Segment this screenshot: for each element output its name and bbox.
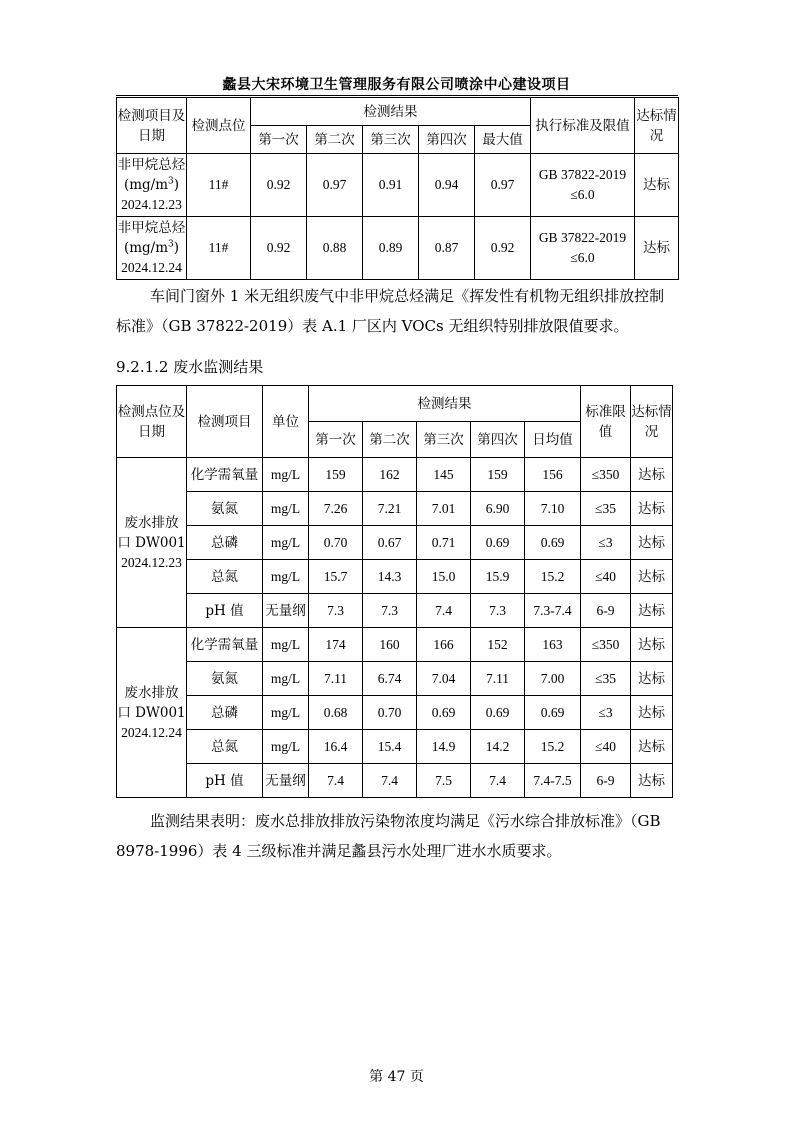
table-row xyxy=(117,492,673,526)
t2-status-cell: 达标 xyxy=(631,730,673,764)
t2-limit-cell: ≤35 xyxy=(581,662,631,696)
t2-header-point: 检测点位及日期 xyxy=(117,386,187,458)
t2-limit-cell: ≤350 xyxy=(581,628,631,662)
t2-item-cell: 总磷 xyxy=(187,696,263,730)
t2-unit-cell: mg/L xyxy=(263,628,309,662)
t2-limit-cell: ≤350 xyxy=(581,458,631,492)
t2-value-cell: 7.04 xyxy=(417,662,471,696)
t1-sub-header: 第四次 xyxy=(419,126,475,154)
table-row xyxy=(117,154,679,217)
t2-value-cell: 7.4 xyxy=(309,764,363,798)
t2-item-cell: 氨氮 xyxy=(187,492,263,526)
t2-sub-header: 第四次 xyxy=(471,422,525,458)
t2-status-cell: 达标 xyxy=(631,628,673,662)
t2-value-cell: 160 xyxy=(363,628,417,662)
t2-value-cell: 0.69 xyxy=(471,696,525,730)
t2-status-cell: 达标 xyxy=(631,458,673,492)
t2-value-cell: 159 xyxy=(471,458,525,492)
t2-sub-header: 日均值 xyxy=(525,422,581,458)
t2-unit-cell: 无量纲 xyxy=(263,764,309,798)
table-row xyxy=(117,696,673,730)
t2-status-cell: 达标 xyxy=(631,492,673,526)
t2-value-cell: 163 xyxy=(525,628,581,662)
t2-unit-cell: mg/L xyxy=(263,526,309,560)
t1-value-cell: 0.92 xyxy=(251,154,307,217)
section-heading: 9.2.1.2 废水监测结果 xyxy=(116,358,264,376)
table-row xyxy=(117,526,673,560)
t2-value-cell: 6.90 xyxy=(471,492,525,526)
t2-value-cell: 7.11 xyxy=(309,662,363,696)
t2-header-limit: 标准限值 xyxy=(581,386,631,458)
table-row xyxy=(117,458,673,492)
t1-item-cell: 非甲烷总烃$(mg/m^3)$ 2024.12.24 xyxy=(117,217,187,280)
wastewater-table xyxy=(116,385,673,798)
table-row xyxy=(117,217,679,280)
t2-value-cell: 7.4 xyxy=(471,764,525,798)
t2-sub-header: 第一次 xyxy=(309,422,363,458)
t2-value-cell: 7.10 xyxy=(525,492,581,526)
table-row xyxy=(117,628,673,662)
t2-unit-cell: 无量纲 xyxy=(263,594,309,628)
exhaust-conclusion-paragraph: 车间门窗外 1 米无组织废气中非甲烷总烃满足《挥发性有机物无组织排放控制标准》（GB 37822-2019）表 A.1 厂区内 VOCs 无组织特别排放限值要求。 xyxy=(116,287,665,335)
t1-standard-cell: GB 37822-2019 ≤6.0 xyxy=(531,154,635,217)
t2-limit-cell: ≤40 xyxy=(581,730,631,764)
t2-limit-cell: ≤3 xyxy=(581,696,631,730)
t2-limit-cell: ≤3 xyxy=(581,526,631,560)
t2-unit-cell: mg/L xyxy=(263,696,309,730)
t2-item-cell: 化学需氧量 xyxy=(187,458,263,492)
t2-value-cell: 7.3 xyxy=(309,594,363,628)
t2-sub-header: 第二次 xyxy=(363,422,417,458)
t2-value-cell: 14.3 xyxy=(363,560,417,594)
t2-limit-cell: 6-9 xyxy=(581,594,631,628)
t1-status-cell: 达标 xyxy=(635,154,679,217)
header-rule xyxy=(116,95,678,96)
t2-value-cell: 7.21 xyxy=(363,492,417,526)
t2-header-unit: 单位 xyxy=(263,386,309,458)
t2-location-cell: 废水排放 口 DW001 2024.12.24 xyxy=(117,628,187,798)
t2-value-cell: 0.71 xyxy=(417,526,471,560)
t2-value-cell: 0.69 xyxy=(471,526,525,560)
t1-value-cell: 0.92 xyxy=(251,217,307,280)
t2-limit-cell: ≤40 xyxy=(581,560,631,594)
t2-value-cell: 0.68 xyxy=(309,696,363,730)
t2-value-cell: 16.4 xyxy=(309,730,363,764)
t2-item-cell: pH 值 xyxy=(187,594,263,628)
t2-value-cell: 7.4 xyxy=(417,594,471,628)
t1-sub-header: 第二次 xyxy=(307,126,363,154)
t2-value-cell: 7.4-7.5 xyxy=(525,764,581,798)
t2-value-cell: 0.67 xyxy=(363,526,417,560)
t2-value-cell: 15.2 xyxy=(525,560,581,594)
t2-value-cell: 7.3 xyxy=(471,594,525,628)
t2-status-cell: 达标 xyxy=(631,696,673,730)
t2-header-item: 检测项目 xyxy=(187,386,263,458)
t2-sub-header: 第三次 xyxy=(417,422,471,458)
t1-header-item: 检测项目及日期 xyxy=(117,98,187,154)
t2-unit-cell: mg/L xyxy=(263,492,309,526)
t1-header-point: 检测点位 xyxy=(187,98,251,154)
page-header-title: 蠡县大宋环境卫生管理服务有限公司喷涂中心建设项目 xyxy=(222,77,571,93)
t1-point-cell: 11# xyxy=(187,217,251,280)
t2-item-cell: pH 值 xyxy=(187,764,263,798)
t2-value-cell: 0.70 xyxy=(309,526,363,560)
t2-value-cell: 15.2 xyxy=(525,730,581,764)
t2-value-cell: 0.69 xyxy=(525,526,581,560)
t1-value-cell: 0.89 xyxy=(363,217,419,280)
t1-value-cell: 0.91 xyxy=(363,154,419,217)
t1-value-cell: 0.97 xyxy=(307,154,363,217)
table-row xyxy=(117,662,673,696)
t2-header-result: 检测结果 xyxy=(309,386,581,422)
t2-location-cell: 废水排放 口 DW001 2024.12.23 xyxy=(117,458,187,628)
t2-value-cell: 145 xyxy=(417,458,471,492)
t2-limit-cell: 6-9 xyxy=(581,764,631,798)
t2-value-cell: 0.69 xyxy=(525,696,581,730)
t2-status-cell: 达标 xyxy=(631,662,673,696)
t2-value-cell: 152 xyxy=(471,628,525,662)
t2-value-cell: 174 xyxy=(309,628,363,662)
table-row xyxy=(117,594,673,628)
page-number: 第 47 页 xyxy=(369,1069,424,1085)
t2-status-cell: 达标 xyxy=(631,594,673,628)
t1-value-cell: 0.97 xyxy=(475,154,531,217)
t1-sub-header: 第一次 xyxy=(251,126,307,154)
t2-value-cell: 15.7 xyxy=(309,560,363,594)
t1-value-cell: 0.92 xyxy=(475,217,531,280)
t2-value-cell: 6.74 xyxy=(363,662,417,696)
t2-limit-cell: ≤35 xyxy=(581,492,631,526)
t1-item-cell: 非甲烷总烃$(mg/m^3)$ 2024.12.23 xyxy=(117,154,187,217)
t2-item-cell: 总磷 xyxy=(187,526,263,560)
t1-sub-header: 最大值 xyxy=(475,126,531,154)
t1-point-cell: 11# xyxy=(187,154,251,217)
t1-value-cell: 0.88 xyxy=(307,217,363,280)
t2-unit-cell: mg/L xyxy=(263,730,309,764)
t2-unit-cell: mg/L xyxy=(263,662,309,696)
t2-value-cell: 7.26 xyxy=(309,492,363,526)
t2-value-cell: 159 xyxy=(309,458,363,492)
t2-value-cell: 7.3-7.4 xyxy=(525,594,581,628)
t1-header-result: 检测结果 xyxy=(251,98,531,126)
exhaust-gas-table xyxy=(116,97,679,280)
t1-header-status: 达标情况 xyxy=(635,98,679,154)
t1-header-standard: 执行标准及限值 xyxy=(531,98,635,154)
t2-value-cell: 0.70 xyxy=(363,696,417,730)
t2-value-cell: 15.9 xyxy=(471,560,525,594)
t2-value-cell: 156 xyxy=(525,458,581,492)
t2-value-cell: 14.9 xyxy=(417,730,471,764)
wastewater-conclusion-paragraph: 监测结果表明：废水总排放排放污染物浓度均满足《污水综合排放标准》（GB 8978-1996）表 4 三级标准并满足蠡县污水处理厂进水水质要求。 xyxy=(116,812,661,860)
t2-item-cell: 总氮 xyxy=(187,560,263,594)
t2-header-status: 达标情况 xyxy=(631,386,673,458)
t2-item-cell: 总氮 xyxy=(187,730,263,764)
t2-value-cell: 15.4 xyxy=(363,730,417,764)
t2-status-cell: 达标 xyxy=(631,526,673,560)
t1-value-cell: 0.94 xyxy=(419,154,475,217)
t2-status-cell: 达标 xyxy=(631,764,673,798)
t2-value-cell: 7.11 xyxy=(471,662,525,696)
t2-value-cell: 166 xyxy=(417,628,471,662)
t2-value-cell: 7.5 xyxy=(417,764,471,798)
t1-status-cell: 达标 xyxy=(635,217,679,280)
t2-unit-cell: mg/L xyxy=(263,560,309,594)
t2-value-cell: 14.2 xyxy=(471,730,525,764)
t2-unit-cell: mg/L xyxy=(263,458,309,492)
t1-value-cell: 0.87 xyxy=(419,217,475,280)
t2-value-cell: 7.4 xyxy=(363,764,417,798)
t2-status-cell: 达标 xyxy=(631,560,673,594)
t2-value-cell: 0.69 xyxy=(417,696,471,730)
t2-item-cell: 氨氮 xyxy=(187,662,263,696)
t2-item-cell: 化学需氧量 xyxy=(187,628,263,662)
table-row xyxy=(117,730,673,764)
t2-value-cell: 15.0 xyxy=(417,560,471,594)
t2-value-cell: 7.3 xyxy=(363,594,417,628)
t2-value-cell: 7.01 xyxy=(417,492,471,526)
t1-standard-cell: GB 37822-2019 ≤6.0 xyxy=(531,217,635,280)
table-row xyxy=(117,560,673,594)
table-row xyxy=(117,764,673,798)
t2-value-cell: 7.00 xyxy=(525,662,581,696)
t2-value-cell: 162 xyxy=(363,458,417,492)
t1-sub-header: 第三次 xyxy=(363,126,419,154)
